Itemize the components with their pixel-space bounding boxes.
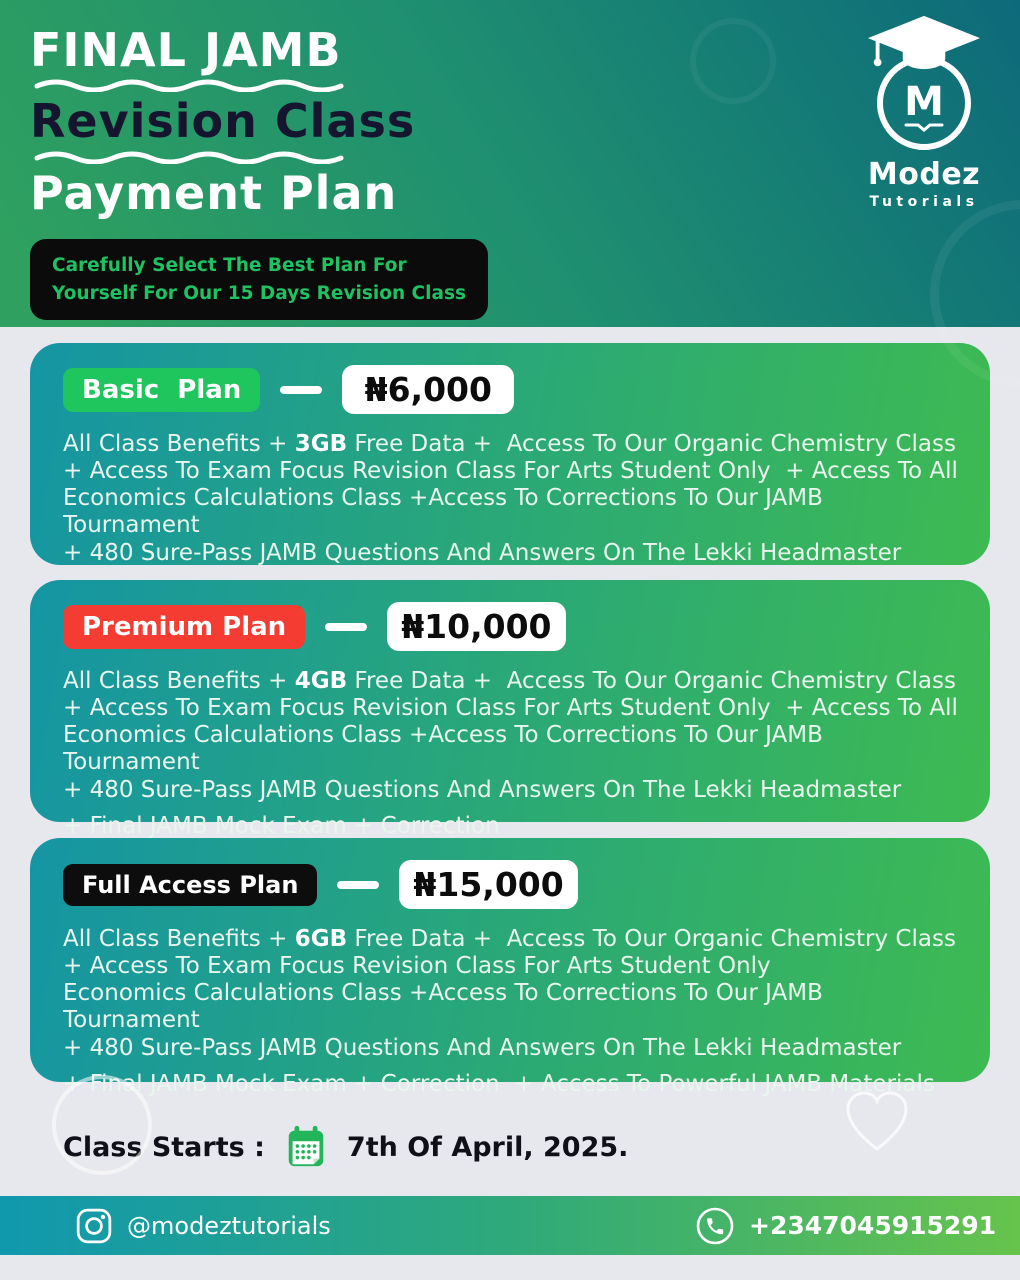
plan-benefits-line: Economics Calculations Class +Access To Corrections To Our JAMB Tournament [63, 980, 831, 1034]
plan-benefits-line: + Access To Exam Focus Revision Class For Arts Student Only + Access To All [63, 695, 958, 722]
title-line-3: Payment Plan [30, 165, 398, 220]
title-line-2: Revision Class [30, 94, 416, 149]
phone-contact[interactable] [695, 1196, 996, 1255]
plan-name-badge: Premium Plan [63, 605, 305, 649]
plan-price: ₦15,000 [399, 860, 577, 909]
squiggle-underline [34, 149, 346, 164]
plan-card-premium [30, 580, 990, 839]
logo-name: Modez [867, 157, 981, 192]
header [0, 0, 1020, 327]
squiggle-underline [34, 77, 346, 92]
plan-benefits-line: + 480 Sure-Pass JAMB Questions And Answers On The Lekki Headmaster [63, 539, 902, 566]
class-start-label: Class Starts : [63, 1131, 265, 1163]
data-allowance: 6GB [294, 926, 348, 952]
class-start-date: 7th Of April, 2025. [346, 1131, 629, 1163]
plan-card-header [63, 602, 964, 651]
notice-line: Yourself For Our 15 Days Revision Class [52, 282, 466, 304]
dash-separator [337, 881, 379, 889]
plan-card-header [63, 365, 964, 414]
plan-benefits-line: All Class Benefits + 6GB Free Data + Access To Our Organic Chemistry Class [63, 926, 956, 952]
plan-benefits-line: + Final JAMB Mock Exam + Correction + Access To Powerful JAMB Materials [63, 1070, 935, 1097]
phone-icon [695, 1206, 735, 1246]
graduation-cap-icon [865, 14, 983, 72]
phone-number: +2347045915291 [749, 1211, 997, 1240]
data-allowance: 4GB [294, 668, 348, 694]
plan-benefits-line: + Access To Exam Focus Revision Class For Arts Student Only + Access To All [63, 458, 958, 485]
title-line-1: FINAL JAMB [30, 23, 342, 77]
logo-underline-icon [902, 122, 946, 132]
calendar-icon [283, 1124, 329, 1170]
plan-benefits-line: + Access To Exam Focus Revision Class For Arts Student Only [63, 953, 771, 980]
plan-price: ₦6,000 [342, 365, 514, 414]
plan-benefits-line: + 480 Sure-Pass JAMB Questions And Answers On The Lekki Headmaster [63, 1034, 902, 1061]
plan-name-badge: Full Access Plan [63, 864, 317, 906]
plan-benefits-line: All Class Benefits + 4GB Free Data + Access To Our Organic Chemistry Class [63, 668, 956, 694]
notice-badge [30, 239, 488, 321]
plan-name-badge: Basic Plan [63, 368, 260, 412]
plan-benefits-line: Economics Calculations Class +Access To Corrections To Our JAMB Tournament [63, 722, 831, 776]
footer-bar [0, 1196, 1020, 1255]
plan-card-header [63, 860, 964, 909]
instagram-icon [75, 1207, 113, 1245]
logo-subtitle: Tutorials [869, 194, 979, 210]
dash-separator [280, 386, 322, 394]
plan-cards [0, 327, 1020, 1097]
data-allowance: 3GB [294, 431, 348, 457]
dash-separator [325, 623, 367, 631]
plan-benefits-line: Economics Calculations Class +Access To Corrections To Our JAMB Tournament [63, 485, 831, 539]
class-start-row [63, 1124, 1020, 1170]
instagram-contact[interactable] [75, 1196, 331, 1255]
plan-benefits-line: All Class Benefits + 3GB Free Data + Access To Our Organic Chemistry Class [63, 431, 956, 457]
plan-card-full-access [30, 838, 990, 1097]
plan-card-basic [30, 343, 990, 565]
logo-monogram: M [904, 79, 944, 125]
plan-benefits-line: + 480 Sure-Pass JAMB Questions And Answers On The Lekki Headmaster [63, 776, 902, 803]
instagram-handle: @modeztutorials [127, 1211, 331, 1240]
plan-benefits-line: + Final JAMB Mock Exam + Correction [63, 812, 500, 839]
plan-price: ₦10,000 [387, 602, 565, 651]
brand-logo [846, 14, 1002, 210]
notice-line: Carefully Select The Best Plan For [52, 254, 407, 276]
